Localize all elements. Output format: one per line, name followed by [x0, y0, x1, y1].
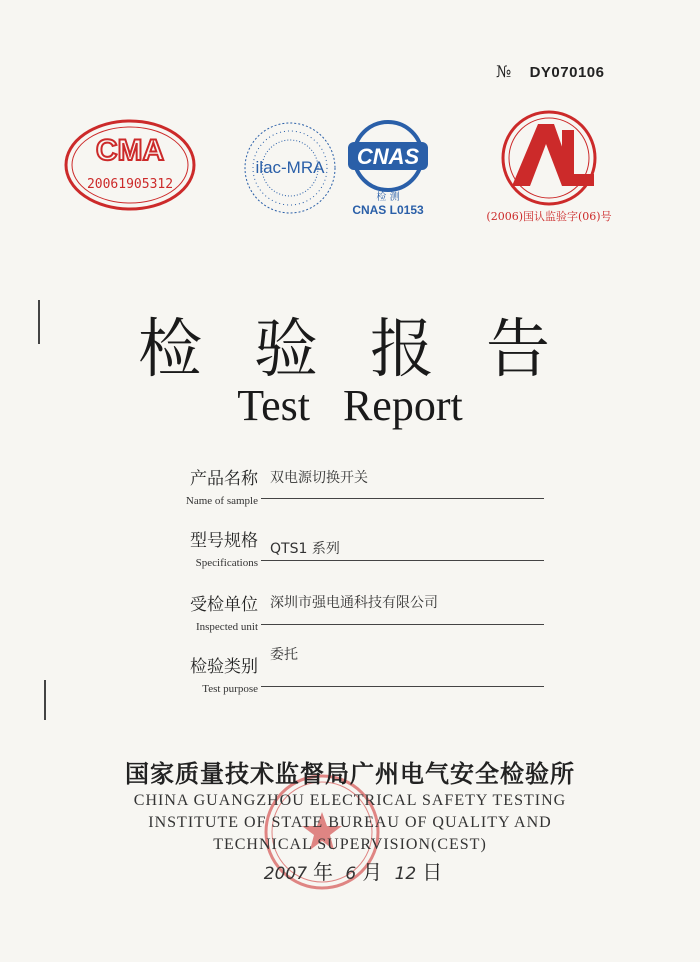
- field-value: 双电源切换开关: [270, 470, 368, 486]
- field-value: 深圳市强电通科技有限公司: [270, 595, 438, 611]
- cnas-text: CNAS: [356, 144, 420, 169]
- margin-mark: [38, 300, 40, 344]
- cnas-logo: [338, 118, 438, 218]
- cnas-code: CNAS L0153: [352, 203, 424, 217]
- institute-name-cn: 国家质量技术监督局广州电气安全检验所: [125, 759, 575, 788]
- number-symbol: №: [496, 62, 512, 81]
- institute-name-en-line1: CHINA GUANGZHOU ELECTRICAL SAFETY TESTING: [133, 792, 567, 809]
- field-label-en: Inspected unit: [195, 621, 258, 633]
- field-underline: [261, 686, 544, 687]
- field-underline: [261, 498, 544, 499]
- field-underline: [261, 560, 544, 561]
- field-label-cn: 型号规格: [190, 531, 258, 551]
- field-label-cn: 受检单位: [190, 595, 258, 615]
- field-inspected-unit: [170, 590, 545, 634]
- margin-mark: [44, 680, 46, 720]
- report-title-cn: 检验报告: [138, 313, 602, 387]
- field-test-purpose: [170, 647, 545, 696]
- date-month: 6: [345, 864, 357, 884]
- field-label-en: Specifications: [195, 557, 258, 569]
- ilac-text: ilac-MRA: [255, 158, 325, 177]
- date-year-unit: 年: [313, 860, 334, 884]
- cma-code: 20061905312: [86, 177, 174, 192]
- date-year: 2007: [263, 864, 308, 884]
- cnas-sub: 检 测: [376, 192, 400, 203]
- field-label-en: Name of sample: [185, 495, 258, 507]
- date-month-unit: 月: [362, 860, 383, 884]
- report-title-en: Test Report: [237, 381, 463, 430]
- institute-name-en-line3: TECHNICAL SUPERVISION(CEST): [213, 836, 487, 853]
- field-specifications: [170, 526, 545, 570]
- cal-logo: [478, 108, 620, 226]
- svg-text:CMA: CMA: [95, 134, 165, 167]
- institute-name-en-line2: INSTITUTE OF STATE BUREAU OF QUALITY AND: [148, 814, 552, 831]
- number-value: DY070106: [529, 64, 605, 81]
- issue-date: [0, 856, 700, 885]
- field-label-en: Test purpose: [202, 683, 258, 695]
- ilac-mra-logo: [240, 118, 340, 218]
- date-day-unit: 日: [422, 860, 443, 884]
- field-value: QTS1 系列: [270, 541, 340, 557]
- field-label-cn: 检验类别: [190, 657, 258, 677]
- cma-logo: [64, 118, 196, 212]
- cal-caption: (2006)国认监验字(06)号: [486, 210, 612, 223]
- field-label-cn: 产品名称: [190, 469, 258, 489]
- field-value: 委托: [270, 647, 298, 663]
- document-number: [496, 62, 605, 82]
- date-day: 12: [394, 864, 417, 884]
- field-name-of-sample: [170, 464, 545, 508]
- field-underline: [261, 624, 544, 625]
